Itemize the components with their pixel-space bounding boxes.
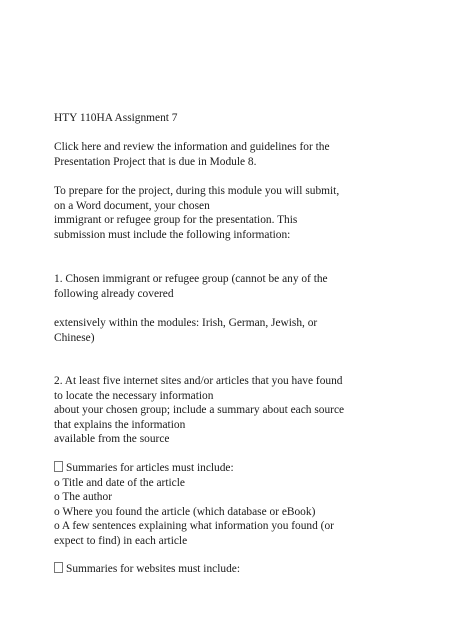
item-2-line: that explains the information — [54, 418, 186, 431]
item-2-line: about your chosen group; include a summary about each source — [54, 404, 345, 417]
item-2-line: 2. At least five internet sites and/or articles that you have found — [54, 375, 343, 387]
item-1-line: extensively within the modules: Irish, German, Jewish, or — [54, 317, 318, 329]
intro-line: Click here and review the information and guidelines for the — [54, 141, 330, 153]
websites-section — [54, 562, 434, 577]
item-1-line: 1. Chosen immigrant or refugee group (cannot be any of the — [54, 273, 328, 285]
prepare-line: To prepare for the project, during this module you will submit, — [54, 185, 340, 197]
article-requirement-item: o Title and date of the article — [54, 476, 185, 489]
assignment-title — [54, 111, 434, 126]
title-line: HTY 110HA Assignment 7 — [54, 112, 178, 124]
item-2-paragraph — [54, 374, 434, 447]
missing-glyph-icon — [54, 562, 63, 573]
item-1-paragraph — [54, 272, 434, 301]
prepare-line: submission must include the following information: — [54, 228, 291, 241]
article-requirement-item: o A few sentences explaining what information you found (or — [54, 520, 334, 533]
articles-section — [54, 461, 434, 549]
intro-line: Presentation Project that is due in Module 8. — [54, 155, 257, 168]
item-1-continued — [54, 316, 434, 345]
articles-heading-text: Summaries for articles must include: — [66, 462, 234, 474]
article-requirement-item: o The author — [54, 491, 112, 504]
item-1-line: Chinese) — [54, 331, 95, 344]
intro-paragraph — [54, 140, 434, 169]
websites-heading — [54, 562, 434, 577]
prepare-paragraph — [54, 184, 434, 242]
item-2-line: available from the source — [54, 433, 170, 446]
missing-glyph-icon — [54, 461, 63, 472]
item-2-line: to locate the necessary information — [54, 389, 214, 402]
prepare-line: immigrant or refugee group for the presentation. This — [54, 214, 298, 227]
prepare-line: on a Word document, your chosen — [54, 199, 210, 212]
article-requirement-item: expect to find) in each article — [54, 534, 188, 547]
item-1-line: following already covered — [54, 287, 174, 300]
websites-heading-text: Summaries for websites must include: — [66, 563, 240, 575]
articles-heading — [54, 461, 434, 476]
article-requirement-item: o Where you found the article (which database or eBook) — [54, 505, 316, 518]
